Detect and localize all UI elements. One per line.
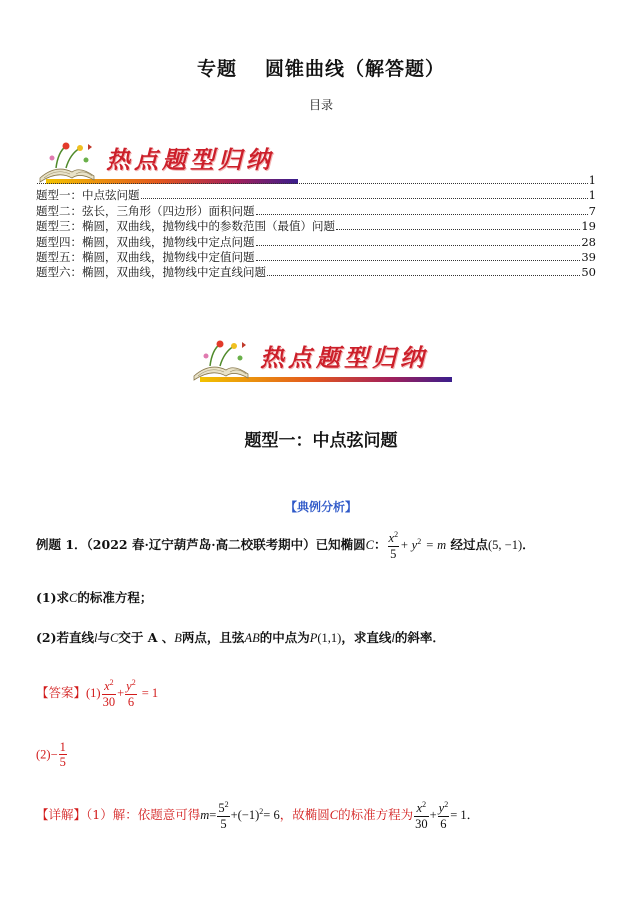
banner-title: 热点题型归纳 — [260, 343, 428, 372]
fraction: $\frac{x^2}{5}$ — [388, 530, 399, 561]
answer-part-2: (2)− $\frac{1}{5}$ — [36, 740, 66, 770]
banner-title: 热点题型归纳 — [106, 145, 274, 174]
document-title — [0, 54, 642, 81]
fraction: $\frac{y^2}{6}$ — [126, 678, 136, 709]
detail-solution: 【详解】（1）解：依题意可得m= $\frac{5^2}{5}$ $+(-1)^2= 6$，故椭圆C的标准方程为 $\frac{x^2}{30}$ + $\frac{y^2}{6}$ = 1． — [36, 800, 480, 831]
question-1: (1)求C的标准方程； — [36, 590, 153, 605]
fraction: $\frac{y^2}{6}$ — [438, 800, 449, 831]
title-subject: 圆锥曲线（解答题） — [265, 58, 446, 80]
toc-heading: 目录 — [308, 98, 333, 112]
question-2: (2)若直线l与C交于 A 、B两点，且弦AB的中点为P(1,1)，求直线l的斜率． — [36, 630, 445, 645]
detail-label: 【详解】 — [36, 806, 87, 822]
fraction: $\frac{1}{5}$ — [59, 740, 66, 770]
toc-entry[interactable]: 题型二：弦长，三角形（四边形）面积问题 7 — [36, 203, 596, 218]
toc-entry[interactable]: 题型五：椭圆，双曲线，抛物线中定值问题 39 — [36, 249, 596, 264]
example-statement: 例题 1．（2022 春·辽宁葫芦岛·高二校联考期中）已知椭圆C： $\frac{x^2}{5}$ + $y^2 = m$ 经过点(5, −1)． — [36, 530, 535, 561]
toc-entry[interactable]: 1 — [36, 173, 596, 188]
toc-entry[interactable]: 题型四：椭圆，双曲线，抛物线中定点问题 28 — [36, 234, 596, 249]
fraction: $\frac{x^2}{30}$ — [415, 800, 428, 831]
fraction: $\frac{5^2}{5}$ — [218, 800, 229, 831]
toc-entry[interactable]: 题型三：椭圆，双曲线，抛物线中的参数范围（最值）问题 19 — [36, 219, 596, 234]
analysis-label: 【典例分析】 — [284, 500, 357, 514]
fraction: $\frac{x^2}{30}$ — [102, 678, 116, 709]
answer-part-1: 【答案】(1) $\frac{x^2}{30}$ + $\frac{y^2}{6}$ = 1 — [36, 678, 159, 709]
section-title: 题型一：中点弦问题 — [244, 431, 398, 451]
title-topic: 专题 — [196, 58, 237, 80]
toc-entry[interactable]: 题型六：椭圆，双曲线，抛物线中定直线问题 50 — [36, 265, 596, 280]
toc-entry[interactable]: 题型一：中点弦问题 1 — [36, 188, 596, 203]
answer-label: 【答案】 — [36, 684, 87, 700]
hot-topics-banner — [190, 336, 460, 386]
table-of-contents — [36, 173, 596, 281]
